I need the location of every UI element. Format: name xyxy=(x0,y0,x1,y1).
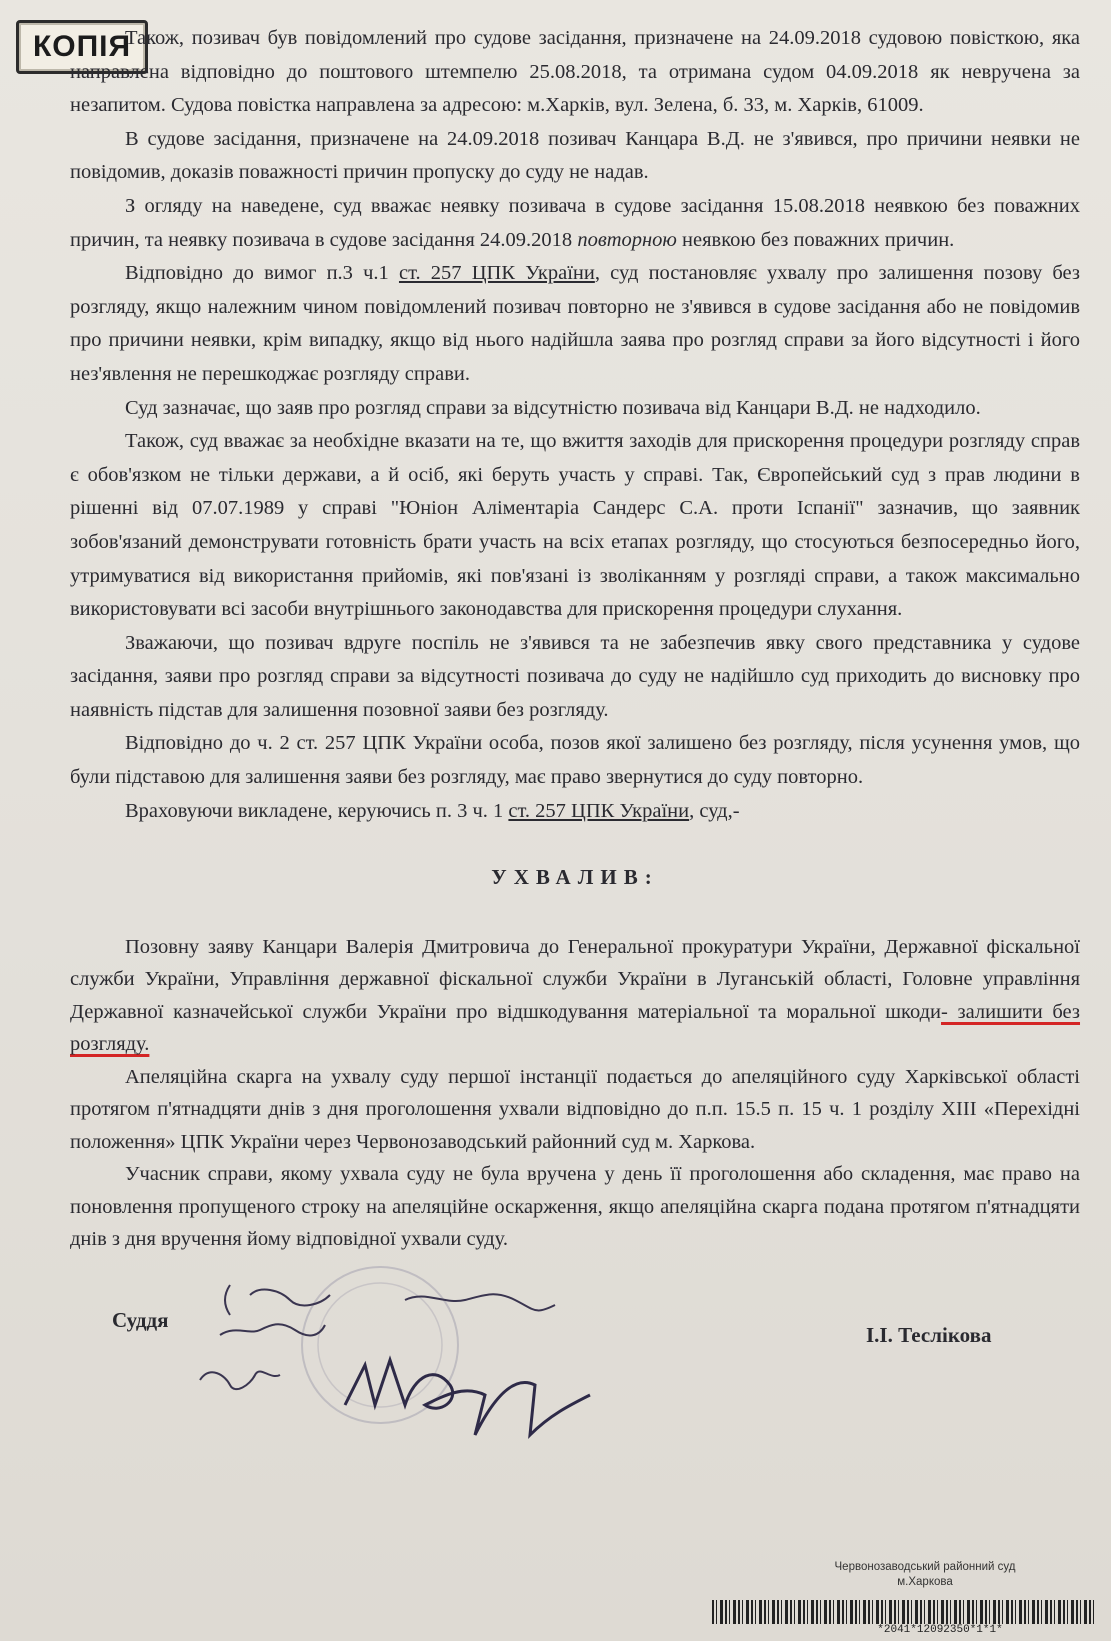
paragraph xyxy=(70,795,1080,829)
text-run: Суд зазначає, що заяв про розгляд справи за відсутністю позивача від Канцари В.Д. не надходило. xyxy=(125,396,981,419)
paragraph xyxy=(70,425,1080,627)
paragraph xyxy=(70,257,1080,391)
text-run: З огляду на наведене, суд вважає неявку позивача в судове засідання 15.08.2018 неявкою без поважних причин, та неявку позивача в судове засідання 24.09.2018 xyxy=(70,194,1080,251)
resolution-heading: УХВАЛИВ: xyxy=(491,865,659,890)
barcode xyxy=(712,1600,1097,1624)
text-run: повторною xyxy=(577,228,677,251)
text-run: Позовну заяву Канцари Валерія Дмитровича до Генеральної прокуратури України, Державної фіскальної служби України, Управління державної фіскальної служби України в Луганській області, Головне управління Державної казначейської служби України про відшкодування матеріальної та моральної шкоди xyxy=(70,935,1080,1023)
judge-label: Суддя xyxy=(112,1308,169,1332)
paragraph xyxy=(70,190,1080,257)
paragraph xyxy=(70,123,1080,190)
document-body xyxy=(70,22,1080,1256)
decision-highlight: - залишити без розгляду. xyxy=(70,1000,1081,1056)
judge-name: І.І. Теслікова xyxy=(866,1323,992,1347)
law-reference: ст. 257 ЦПК України xyxy=(398,262,595,285)
text-run: Враховуючи викладене, керуючись п. 3 ч. 1 xyxy=(125,799,509,822)
paragraph xyxy=(70,727,1080,794)
resolution-paragraphs xyxy=(70,931,1080,1256)
handwritten-signature-and-seal xyxy=(190,1265,690,1465)
paragraph xyxy=(70,627,1080,728)
paragraph xyxy=(70,392,1080,426)
copy-stamp-label: КОПІЯ xyxy=(32,30,132,63)
text-run: Також, позивач був повідомлений про судове засідання, призначене на 24.09.2018 судовою повісткою, яка направлена відповідно до поштового штемпелю 25.08.2018, та отримана судом 04.09.2018 як невручена за незапитом. Судова повістка направлена за адресою: м.Харків, вул. Зелена, б. 33, м. Харків, 61009. xyxy=(70,27,1080,117)
court-stamp-line2: м.Харкова xyxy=(897,1576,953,1588)
text-run: Апеляційна скарга на ухвалу суду першої інстанції подається до апеляційного суду Харківської області протягом п'ятнадцяти днів з дня проголошення ухвали відповідно до п.п. 15.5 п. 15 ч. 1 розділу XIII «Перехідні положення» ЦПК України через Червонозаводський районний суд м. Харкова. xyxy=(70,1065,1080,1153)
text-run: В судове засідання, призначене на 24.09.2018 позивач Канцара В.Д. не з'явився, про причини неявки не повідомив, доказів поважності причин пропуску до суду не надав. xyxy=(70,127,1080,184)
text-run: Відповідно до вимог п.3 ч.1 xyxy=(125,262,399,285)
text-run: , суд постановляє ухвалу про залишення позову без розгляду, якщо належним чином повідомлений позивач повторно не з'явився в судове засідання або не повідомив про причини неявки, крім випадку, якщо від нього надійшла заява про розгляд справи за його відсутності і його нез'явлення не перешкоджає розгляду справи. xyxy=(70,262,1080,385)
paragraph xyxy=(70,1158,1080,1256)
ruling-paragraphs xyxy=(70,22,1080,828)
paragraph xyxy=(70,1061,1080,1159)
text-run: Учасник справи, якому ухвала суду не була вручена у день її проголошення або складення, має право на поновлення пропущеного строку на апеляційне оскарження, якщо апеляційна скарга подана протягом п'ятнадцяти днів з дня вручення йому відповідної ухвали суду. xyxy=(70,1163,1080,1251)
court-stamp xyxy=(760,1560,1090,1590)
paragraph xyxy=(70,931,1080,1061)
text-run: , суд,- xyxy=(689,799,740,822)
paragraph xyxy=(70,22,1080,123)
court-stamp-line1: Червонозаводський районний суд xyxy=(834,1561,1016,1573)
text-run: Зважаючи, що позивач вдруге поспіль не з'явився та не забезпечив явку свого представника у судове засідання, заяви про розгляд справи за відсутності позивача до суду не надійшло суд приходить до висновку про наявність підстав для залишення позовної заяви без розгляду. xyxy=(70,631,1080,721)
text-run: Також, суд вважає за необхідне вказати на те, що вжиття заходів для прискорення процедури розгляду справ є обов'язком не тільки держави, а й осіб, які беруть участь у справі. Так, Європейський суд з прав людини в рішенні від 07.07.1989 у справі "Юніон Аліментаріа Сандерс С.А. проти Іспанії" зазначив, що заявник зобов'язаний демонструвати готовність брати участь на всіх етапах розгляду, що стосуються безпосередньо його, утримуватися від використання прийомів, які пов'язані із зволіканням у розгляді справи, а також максимально використовувати всі засоби внутрішнього законодавства для прискорення процедури слухання. xyxy=(70,430,1080,621)
text-run: Відповідно до ч. 2 ст. 257 ЦПК України особа, позов якої залишено без розгляду, після усунення умов, що були підставою для залишення заяви без розгляду, має право звернутися до суду повторно. xyxy=(70,732,1080,789)
law-reference: ст. 257 ЦПК України xyxy=(508,799,690,822)
text-run: неявкою без поважних причин. xyxy=(676,228,955,251)
barcode-number: *2041*12092350*1*1* xyxy=(877,1624,1003,1636)
